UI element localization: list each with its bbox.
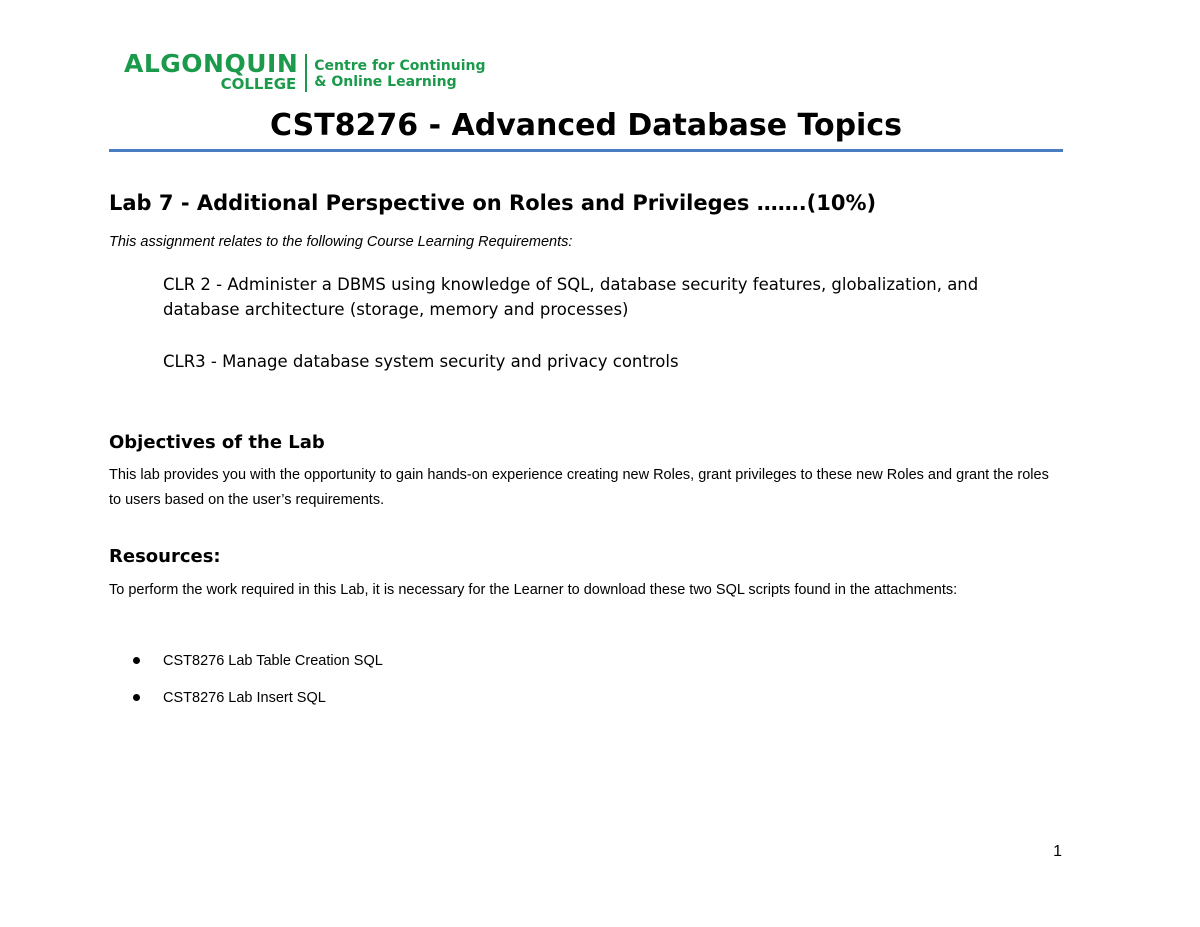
resources-heading: Resources: xyxy=(109,546,221,567)
objectives-heading: Objectives of the Lab xyxy=(109,432,325,453)
resources-list xyxy=(133,642,383,716)
resource-item-label: CST8276 Lab Table Creation SQL xyxy=(163,652,383,669)
logo-division xyxy=(314,50,485,90)
logo-division-line1: Centre for Continuing xyxy=(314,58,486,74)
logo-brand-line2: COLLEGE xyxy=(220,75,297,93)
logo-brand-line1: ALGONQUIN xyxy=(124,49,299,78)
bullet-icon xyxy=(133,657,140,664)
clr-2-item: CLR 2 - Administer a DBMS using knowledge of SQL, database security features, globalization, and database architecture (storage, memory and processes) xyxy=(163,275,979,319)
logo-brand xyxy=(124,50,298,93)
clr-3-item: CLR3 - Manage database system security and privacy controls xyxy=(163,352,679,371)
objectives-paragraph: This lab provides you with the opportunity to gain hands-on experience creating new Roles, grant privileges to these new Roles and grant the roles to users based on the user’s requirements. xyxy=(109,467,1049,508)
page-number: 1 xyxy=(1053,843,1062,860)
logo-divider xyxy=(305,54,307,92)
resources-paragraph: To perform the work required in this Lab, it is necessary for the Learner to download these two SQL scripts found in the attachments: xyxy=(109,582,958,598)
logo-division-line2: & Online Learning xyxy=(314,74,457,90)
resource-item-label: CST8276 Lab Insert SQL xyxy=(163,689,326,706)
list-item xyxy=(133,642,383,679)
algonquin-college-logo xyxy=(124,50,486,94)
bullet-icon xyxy=(133,694,140,701)
title-underline xyxy=(109,149,1063,152)
document-title: CST8276 - Advanced Database Topics xyxy=(270,108,902,143)
list-item xyxy=(133,679,383,716)
lab-heading: Lab 7 - Additional Perspective on Roles and Privileges …….(10%) xyxy=(109,191,877,215)
clr-intro-text: This assignment relates to the following Course Learning Requirements: xyxy=(109,234,573,250)
